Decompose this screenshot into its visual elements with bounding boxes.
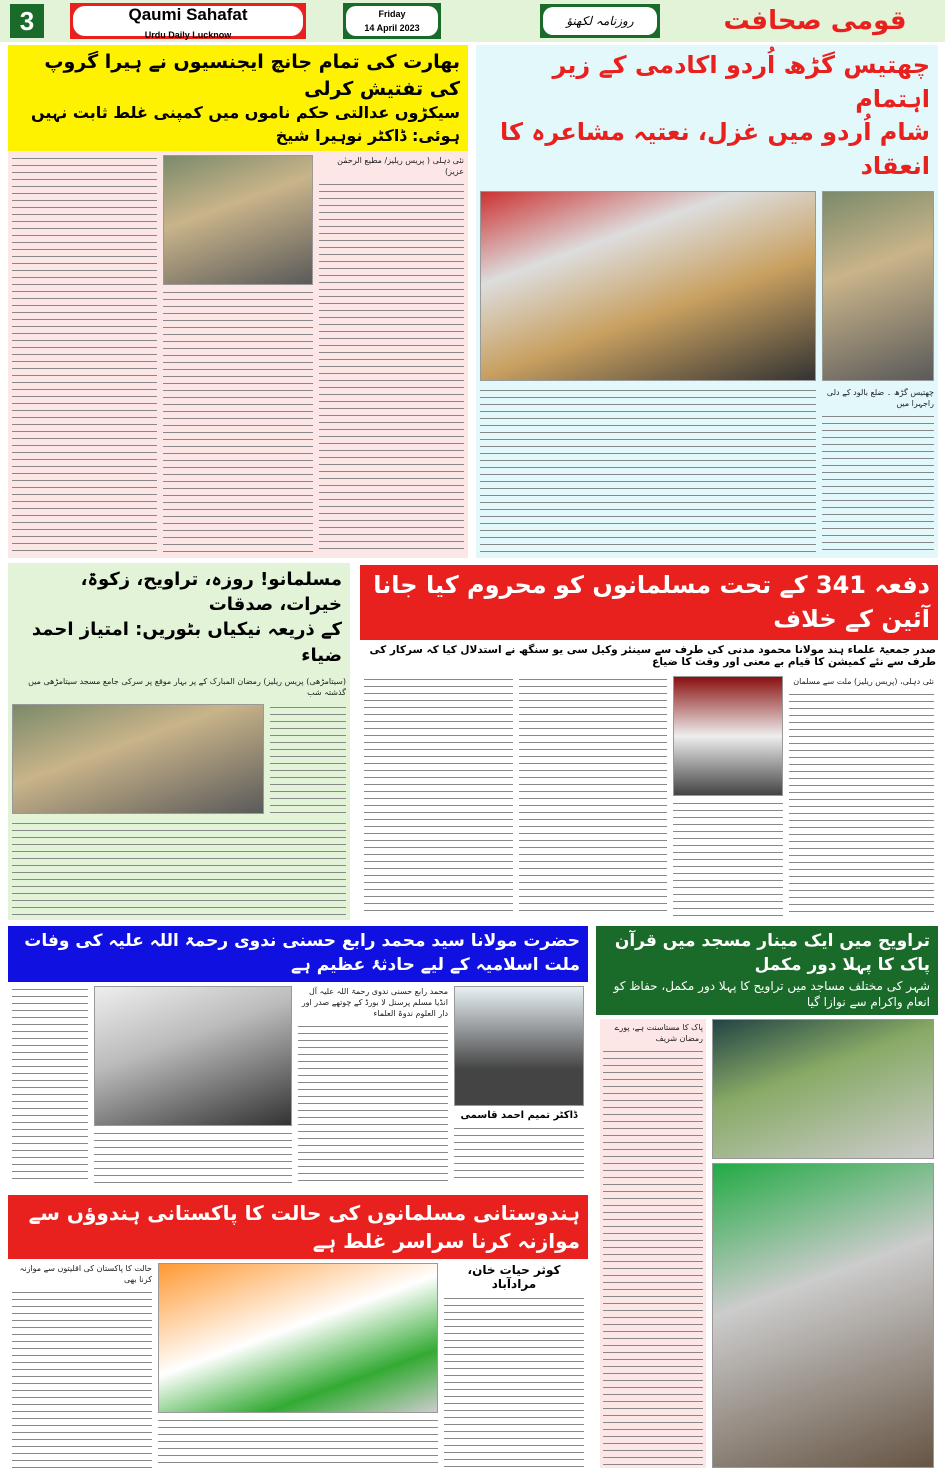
text-column [163, 289, 313, 554]
speaker-photo [673, 676, 783, 796]
text-column [444, 1295, 584, 1468]
article-article-341 [360, 565, 938, 920]
photo-caption: ڈاکٹر تمیم احمد قاسمی [460, 1109, 578, 1121]
text-panel [600, 1019, 706, 1468]
day: Friday [378, 9, 406, 19]
text-column [454, 1125, 584, 1184]
article-headline: چھتیس گڑھ اُردو اکادمی کے زیر اہتمام شام اُردو میں غزل، نعتیہ مشاعرہ کا انعقاد [500, 51, 930, 180]
mosque-photo [712, 1163, 934, 1468]
article-hira-group [8, 45, 468, 558]
masthead [70, 3, 306, 39]
text-column [158, 1417, 438, 1468]
text-column [94, 1130, 292, 1184]
mosque-photo [12, 704, 264, 814]
date-box [343, 3, 441, 39]
article-headline: ہندوستانی مسلمانوں کی حالت کا پاکستانی ہندوؤں سے موازنہ کرنا سراسر غلط ہے [8, 1195, 588, 1259]
article-headline: حضرت مولانا سید محمد رابع حسنی ندوی رحمۃ اللہ علیہ کی وفات ملت اسلامیہ کے لیے حادثۂ عظیم ہے [8, 926, 588, 982]
article-taraweeh [596, 926, 938, 1472]
text-column [270, 704, 346, 814]
masthead-subtitle: Urdu Daily Lucknow [144, 30, 232, 40]
event-photo [480, 191, 816, 381]
logo-text: روزنامہ لکھنؤ [543, 7, 657, 35]
text-column [519, 676, 668, 916]
article-photo [163, 155, 313, 285]
text-column [12, 820, 346, 916]
text-column [12, 1289, 152, 1468]
article-headline: تراویح میں ایک مینار مسجد میں قرآن پاک کا پہلا دور مکمل شہر کی مختلف مساجد میں تراویح کا پہلا دور مکمل، حفاظ کو انعام واکرام سے نوازا گیا [596, 926, 938, 1015]
logo-box [540, 4, 660, 38]
masthead-title: Qaumi Sahafat [128, 5, 248, 24]
urdu-title: قومی صحافت [723, 6, 907, 36]
article-subhead: صدر جمعیۃ علماء ہند مولانا محمود مدنی کی طرف سے سینئر وکیل سی یو سنگھ نے استدلال کیا کہ سرکار کی طرف سے نئے کمیشن کا قیام بے معنی اور وقت کا ضیاع [369, 644, 936, 669]
text-column [822, 413, 934, 554]
article-byline: کوثر حیات خان، مرادآباد [467, 1263, 561, 1291]
article-headline: مسلمانو! روزہ، تراویح، زکوۃ، خیرات، صدقات کے ذریعہ نیکیاں بٹوریں: امتیاز احمد ضیاء [31, 569, 342, 666]
text-column [319, 181, 464, 554]
article-lead: محمد رابع حسنی ندوی رحمۃ اللہ علیہ آل انڈیا مسلم پرسنل لا بورڈ کے چوتھے صدر اور دار العلوم ندوۃ العلماء [301, 986, 448, 1018]
text-column [480, 387, 816, 554]
date: 14 April 2023 [364, 23, 420, 33]
author-photo [454, 986, 584, 1106]
text-column [603, 1048, 703, 1465]
text-column [364, 676, 513, 916]
mosque-photo [712, 1019, 934, 1159]
article-lead: نئی دہلی ( پریس ریلیز/ مطیع الرحمٰن عزیز) [337, 155, 464, 176]
text-column [12, 986, 88, 1184]
text-column [298, 1023, 448, 1184]
text-column [789, 691, 934, 916]
flag-photo [158, 1263, 438, 1413]
event-photo [822, 191, 934, 381]
page-number: 3 [10, 4, 44, 38]
article-lead: حالت کا پاکستان کی اقلیتوں سے موازنہ کرنا بھی [19, 1264, 152, 1284]
article-headline: بھارت کی تمام جانچ ایجنسیوں نے ہیرا گروپ کی تفتیش کرلی سیکڑوں عدالتی حکم ناموں میں کمپنی غلط ثابت نہیں ہوئی: ڈاکٹر نوہیرا شیخ [8, 45, 468, 151]
maulana-photo [94, 986, 292, 1126]
article-lead: نئی دہلی، (پریس ریلیز) ملت سے مسلمان [793, 677, 934, 687]
article-comparison [8, 1195, 588, 1472]
article-obituary [8, 926, 588, 1188]
article-lead: (سیتامڑھی) پریس ریلیز) رمضان المبارک کے پر بہار موقع پر سرکی جامع مسجد سیتامڑھی میں گذشتہ شب [28, 676, 346, 697]
article-lead: پاک کا مستاسنت ہے، پورے رمضان شریف [614, 1023, 703, 1044]
article-lead: چھتیس گڑھ ۔ ضلع بالود کے دلی راجہرا میں [826, 388, 934, 409]
article-headline: دفعہ 341 کے تحت مسلمانوں کو محروم کیا جانا آئین کے خلاف [360, 565, 938, 640]
text-column [12, 155, 157, 554]
text-column [673, 800, 783, 916]
article-ramadan [8, 563, 350, 920]
article-mushaira [476, 45, 938, 558]
